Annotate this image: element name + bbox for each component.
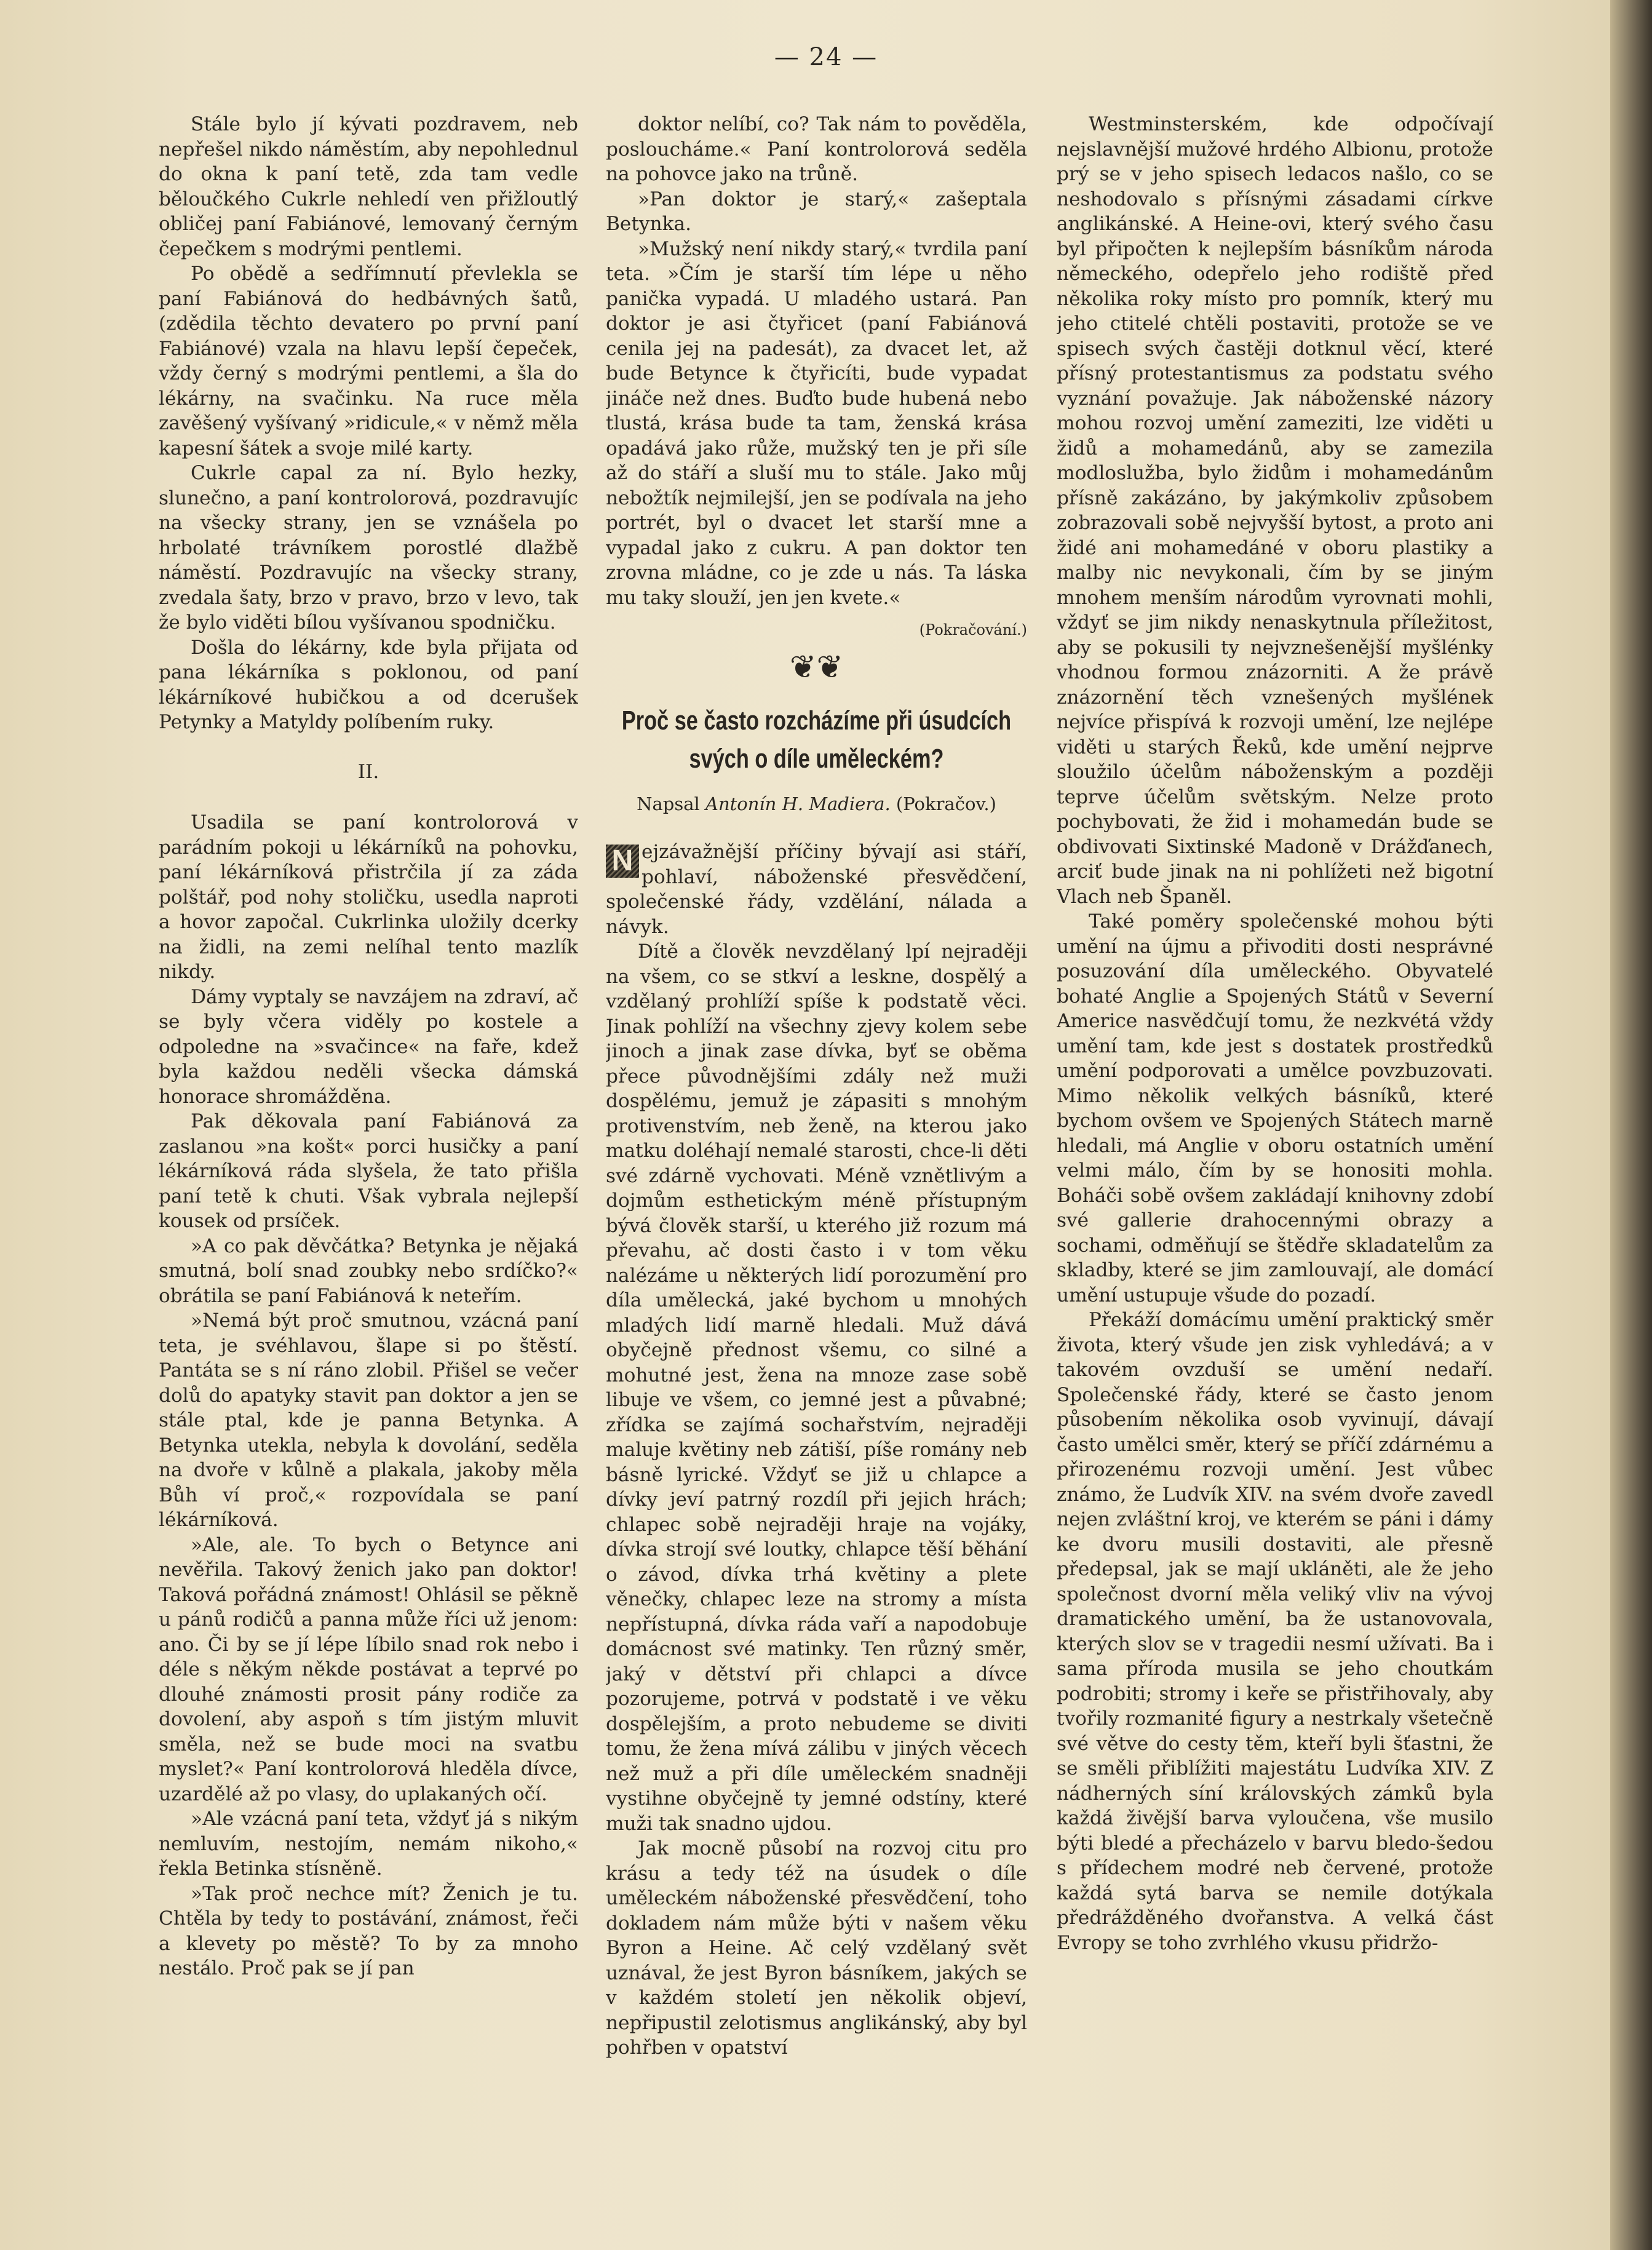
first-paragraph — [606, 840, 1027, 939]
byline-prefix: Napsal — [637, 793, 700, 814]
byline — [606, 792, 1027, 817]
section-number: II. — [357, 760, 379, 783]
drop-cap-letter: N — [606, 845, 639, 878]
paragraph: Westminsterském, kde odpočívají nejslavnější mužové hrdého Albionu, protože prý se v jeho spisech ledacos našlo, co se neshodovalo s přísnými zásadami církve anglikánské. A Heine-ovi, který svého času byl připočten k nejlepším básníkům národa německého, odepřelo jeho rodiště před několika roky místo pro pomník, který mu jeho ctitelé chtěli postaviti, protože se ve spisech svých častěji dotknul věcí, které přísný protestantismus za podstatu svého vyznání považuje. Jak náboženské názory mohou rozvoj umění zameziti, lze viděti u židů a mohamedánů, aby se zamezila modloslužba, bylo židům i mohamedánům přísně zakázáno, by jakýmkoliv způsobem zobrazovali sobě nejvyšší bytost, a proto ani židé ani mohamedáné v oboru plastiky a malby nic nevykonali, čím by se jiným mnohem menším národům vyrovnati mohli, vždyť se jim nikdy nenaskytnula příležitost, aby se pokusili ty nejvznešenější myšlénky vhodnou formou znázorniti. A že právě znázornění těch vznešených myšlének nejvíce přispívá k rozvoji umění, lze nejlépe viděti u starých Řeků, kde umění nejprve sloužilo účelům náboženským a později teprve účelům světským. Nelze proto pochybovati, že žid i mohamedán bude se obdivovati Sixtinské Madoně v Drážďanech, arciť bude jinak na ni pohlížeti než bigotní Vlach neb Španěl. — [1057, 113, 1493, 908]
byline-suffix: (Pokračov.) — [895, 793, 996, 814]
paragraph: Došla do lékárny, kde byla přijata od pana lékárníka s poklonou, od paní lékárníkové hubičkou a od dcerušek Petynky a Matyldy políbením ruky. — [159, 636, 578, 733]
book-binding-edge — [1610, 0, 1652, 2250]
paragraph: »Nemá být proč smutnou, vzácná paní teta, je svéhlavou, šlape si po štěstí. Pantáta se s ní ráno zlobil. Přišel se večer dolů do apatyky stavit pan doktor a jen se stále ptal, kde je panna Betynka. A Betynka utekla, nebyla k dovolání, seděla na dvoře v kůlně a plakala, jakoby měla Bůh ví proč,« rozpovídala se paní lékárníková. — [159, 1310, 578, 1531]
paragraph: »Mužský není nikdy starý,« tvrdila paní teta. »Čím je starší tím lépe u něho panička vypadá. U mladého ustará. Pan doktor je asi čtyřicet (paní Fabiánová cenila jej na padesát), za dvacet let, až bude Betynce k čtyřicíti, bude vypadat jináče než dnes. Buďto bude hubená nebo tlustá, krása bude ta tam, ženská krása opadává jako růže, mužský ten je při síle až do stáří a sluší mu to stále. Jako můj nebožtík nejmilejší, jen se podívala na jeho portrét, byl o dvacet let starší mne a vypadal jako z cukru. A pan doktor ten zrovna mládne, co je zde u nás. Ta láska mu taky slouží, jen jen kvete.« — [606, 237, 1027, 609]
column-1 — [159, 112, 578, 2160]
paragraph: »Ale vzácná paní teta, vždyť já s nikým nemluvím, nestojím, nemám nikoho,« řekla Betinka stísněně. — [159, 1808, 578, 1880]
paragraph: Dámy vyptaly se navzájem na zdraví, ač se byly včera viděly po kostele a odpoledne na »svačince« na faře, kdež byla každou neděli všecka dámská honorace shromážděna. — [159, 985, 578, 1108]
paragraph: doktor nelíbí, co? Tak nám to pověděla, posloucháme.« Paní kontrolorová seděla na pohovce jako na trůně. — [606, 113, 1027, 185]
paragraph: »A co pak děvčátka? Betynka je nějaká smutná, bolí snad zoubky nebo srdíčko?« obrátila se paní Fabiánová k neteřím. — [159, 1234, 578, 1307]
paragraph: Pak děkovala paní Fabiánová za zaslanou »na košt« porci husičky a paní lékárníková ráda slyšela, že tato přišla paní tetě k chuti. Však vybrala nejlepší kousek od prsíček. — [159, 1110, 578, 1232]
paragraph: Jak mocně působí na rozvoj citu pro krásu a tedy též na úsudek o díle uměleckém náboženské přesvědčení, toho dokladem nám může býti v našem věku Byron a Heine. Ač celý vzdělaný svět uznával, že jest Byron básníkem, jakých se v každém století jen několik objeví, nepřipustil zelotismus anglikánský, aby byl pohřben v opatství — [606, 1837, 1027, 2059]
paragraph: Cukrle capal za ní. Bylo hezky, slunečno, a paní kontrolorová, pozdravujíc na všecky strany, jen se vznášela po hrbolaté trávníkem porostlé dlažbě náměstí. Pozdravujíc na všecky strany, zvedala šaty, brzo v pravo, brzo v levo, tak že bylo viděti bílou vyšívanou spodničku. — [159, 462, 578, 634]
first-paragraph-text: ejzávažnější příčiny bývají asi stáří, pohlaví, náboženské přesvědčení, společenské řády, vzdělání, nálada a návyk. — [606, 841, 1027, 938]
page-number: — 24 — — [774, 43, 878, 71]
paragraph: Také poměry společenské mohou býti umění na újmu a přivoditi dosti nesprávné posuzování díla uměleckého. Obyvatelé bohaté Anglie a Spojených Států v Severní Americe nasvědčují tomu, že nezkvétá vždy umění tam, kde jest s dostatek prostředků umění podporovati a umělce povzbuzovati. Mimo několik velkých básníků, které bychom ovšem ve Spojených Státech marně hledali, má Anglie v oboru ostatních umění velmi málo, čím by se honositi mohla. Boháči sobě ovšem zakládají knihovny zdobí své gallerie drahocennými obrazy a sochami, odměňují se štědře skladatelům za skladby, které se jim zamlouvají, ale domácí umění ustupuje všude do pozadí. — [1057, 910, 1493, 1306]
paragraph: »Ale, ale. To bych o Betynce ani nevěřila. Takový ženich jako pan doktor! Taková pořádná známost! Ohlásil se pěkně u pánů rodičů a panna může říci už jenom: ano. Či by se jí lépe líbilo snad rok nebo i déle s někým někde postávat a teprvé po dlouhé známosti prosit pány rodiče za dovolení, aby aspoň s tím jistým mluvit směla, než se bude moci na svatbu myslet?« Paní kontrolorová hleděla dívce, uzardělé až po vlasy, do uplakaných očí. — [159, 1533, 578, 1805]
paragraph: »Pan doktor je starý,« zašeptala Betynka. — [606, 188, 1027, 235]
paragraph: Překáží domácímu umění praktický směr života, který všude jen zisk vyhledává; a v takovém ovzduší se umění nedaří. Společenské řády, které se často jenom působením několika osob vyvinují, dávají často umělci směr, který se příčí zdárnému a přirozenému rozvoji umění. Jest vůbec známo, že Ludvík XIV. na svém dvoře zavedl nejen zvláštní kroj, ve kterém se páni i dámy ke dvoru musili dostaviti, ale přesně předepsal, jak se mají ukláněti, ale že jeho společnost dvorní měla veliký vliv na vývoj dramatického umění, ba že ustanovovala, kterých slov se v tragedii nesmí užívati. Ba i sama příroda musila se jeho choutkám podrobiti; stromy i keře se přistřihovaly, aby tvořily rozmanité figury a nestrkaly všetečně své větve do cesty těm, kteří byli šťastni, že se směli přiblížiti majestátu Ludvíka XIV. Z nádherných síní královských zámků byla každá živější barva vyloučena, vše musilo býti bledé a přecházelo v barvu bledo-šedou s přídechem modré neb červené, protože každá sytá barva se nemile dotýkala předrážděného dvořanstva. A velká část Evropy se toho zvrhlého vkusu přidržo- — [1057, 1309, 1493, 1954]
paragraph: Stále bylo jí kývati pozdravem, neb nepřešel nikdo náměstím, aby nepohlednul do okna k paní tetě, zda tam vedle běloučkého Cukrle nehledí ven přižloutlý obličej paní Fabiánové, lemovaný černým čepečkem s modrými pentlemi. — [159, 113, 578, 260]
paragraph: Dítě a člověk nevzdělaný lpí nejraději na všem, co se stkví a leskne, dospělý a vzdělaný prohlíží spíše k podstatě věci. Jinak pohlíží na všechny zjevy kolem sebe jinoch a jinak zase dívka, byť se oběma přece původnějšími zdály než muži dospělému, jemuž je zápasiti s mnohým protivenstvím, neb ženě, na kterou jako matku doléhají nemalé starosti, chce-li děti své zdárně vychovati. Méně vznětlivým a dojmům esthetickým méně přístupným bývá člověk starší, u kterého již rozum má převahu, ač dosti často i v tom věku nalézáme u některých lidí porozumění pro díla umělecká, jaké bychom u mnohých mladých lidí marně hledali. Muž dává obyčejně přednost všemu, co silné a mohutné jest, žena na mnoze zase sobě libuje ve všem, co jemné jest a půvabné; zřídka se zajímá sochařstvím, nejraději maluje květiny neb zátiší, píše romány neb básně lyrické. Vždyť se již u chlapce a dívky jeví patrný rozdíl při jejich hrách; chlapec sobě nejraději hraje na vojáky, dívka strojí své loutky, chlapce těší běhání o závod, dívka trhá květiny a plete věnečky, chlapec leze na stromy a místa nepřístupná, dívka ráda vaří a napodobuje domácnost své matinky. Ten různý směr, jaký v dětství při chlapci a dívce pozorujeme, potrvá v podstatě i ve věku dospělejším, a proto nebudeme se diviti tomu, že žena mívá zálibu v jiných věcech než muž a při díle uměleckém snadněji vystihne obyčejně ty jemné odstíny, které muži tak snadno ujdou. — [606, 940, 1027, 1835]
article-title: Proč se často rozcházíme při úsudcích svých o díle uměleckém? — [621, 705, 1012, 774]
column-2 — [606, 112, 1027, 2160]
paragraph: »Tak proč nechce mít? Ženich je tu. Chtěla by tedy to postávání, známost, řeči a klevety po městě? To by za mnoho nestálo. Proč pak se jí pan — [159, 1882, 578, 1979]
author-name: Antonín H. Madiera. — [705, 793, 891, 814]
paragraph: Po obědě a sedřímnutí převlekla se paní Fabiánová do hedbávných šatů, (zdědila těchto devatero po první paní Fabiánové) vzala na hlavu lepší čepeček, vždy černý s modrými pentlemi, a šla do lékárny, na svačinku. Na ruce měla zavěšený vyšívaný »ridicule,« v němž měla kapesní šátek a svoje milé karty. — [159, 263, 578, 459]
ornament-icon: ❦❦ — [789, 648, 844, 686]
column-3 — [1057, 112, 1493, 2160]
paragraph: Usadila se paní kontrolorová v parádním pokoji u lékárníků na pohovku, paní lékárníková přistrčila jí za záda polštář, pod nohy stoličku, usedla naproti a hovor započal. Cukrlinka uložily dcerky na židli, na zemi nelíhal tento mazlík nikdy. — [159, 811, 578, 983]
continuation-note: (Pokračování.) — [919, 621, 1027, 638]
